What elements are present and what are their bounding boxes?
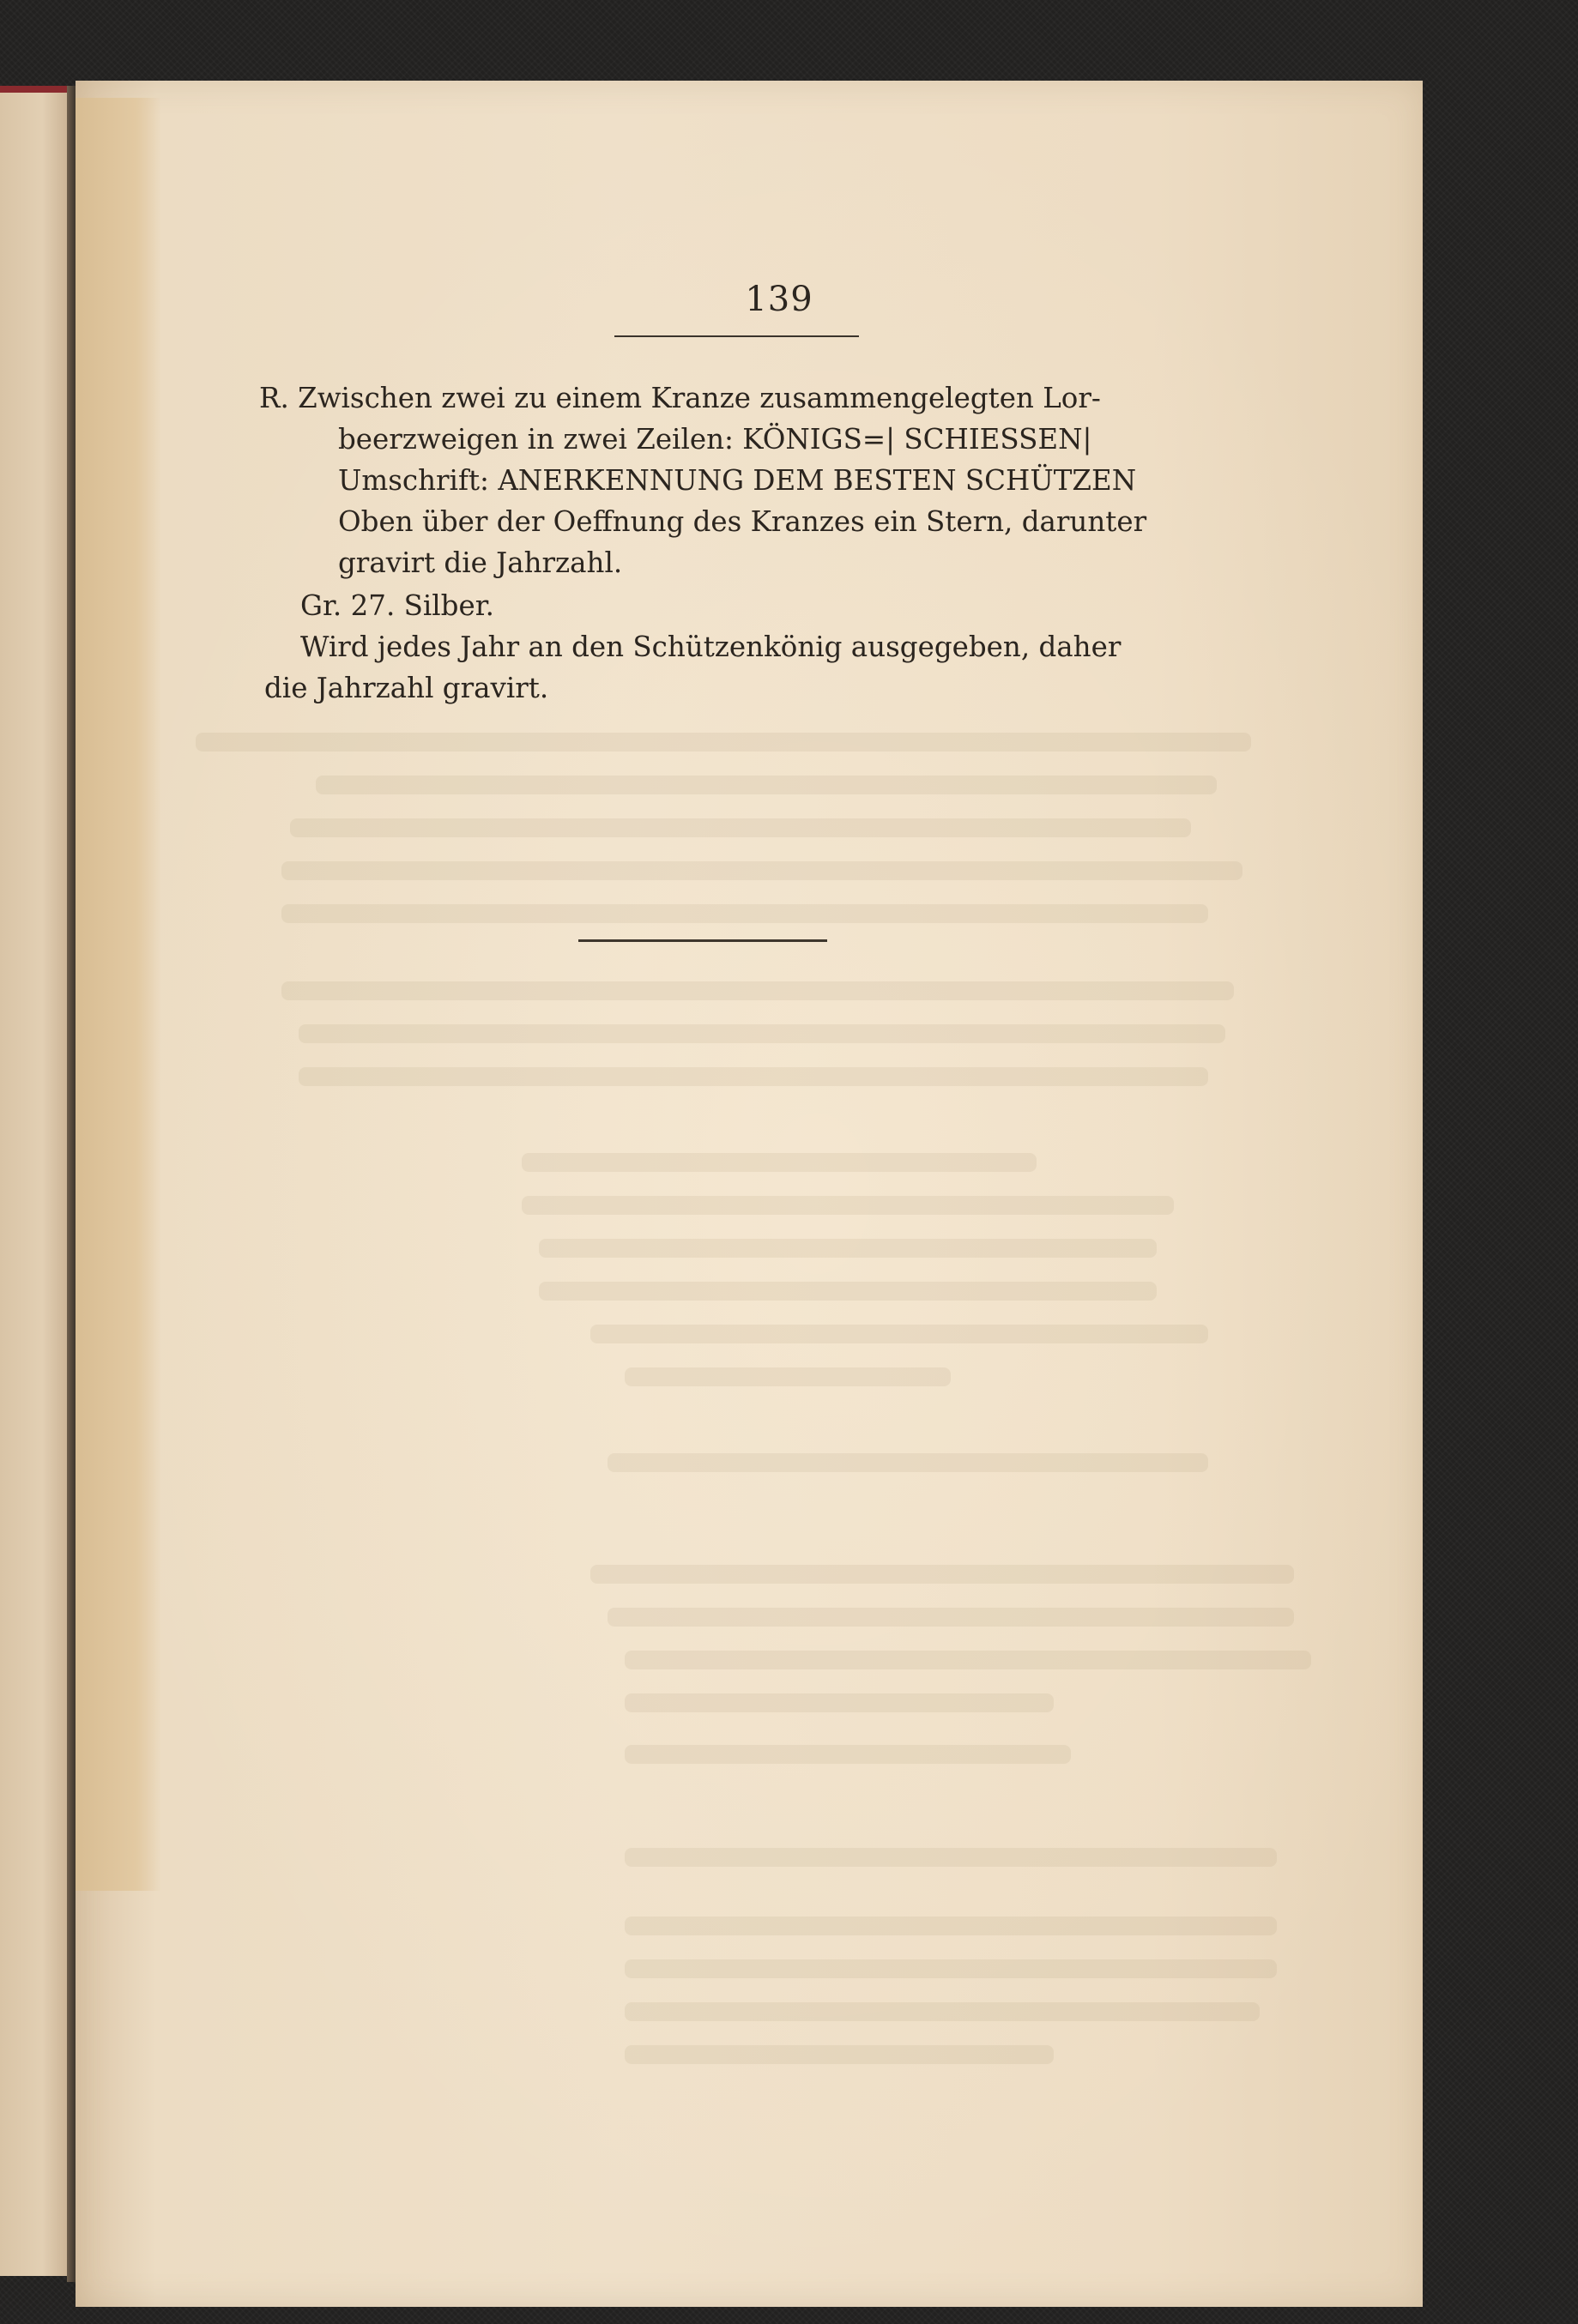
text-line: die Jahrzahl gravirt. <box>264 672 549 704</box>
text-line: Oben über der Oeffnung des Kranzes ein Stern, darunter <box>338 505 1147 538</box>
left-facing-page <box>0 93 70 2276</box>
text-line: Umschrift: ANERKENNUNG DEM BESTEN SCHÜTZEN <box>338 464 1137 497</box>
page <box>76 81 1423 2307</box>
text-line: beerzweigen in zwei Zeilen: KÖNIGS=| SCHIESSEN| <box>338 423 1092 456</box>
section-end-rule <box>578 939 827 942</box>
page-number: 139 <box>745 280 813 319</box>
text-line: Gr. 27. Silber. <box>300 589 494 622</box>
text-line: R. Zwischen zwei zu einem Kranze zusammengelegten Lor- <box>259 382 1101 414</box>
text-line: Wird jedes Jahr an den Schützenkönig ausgegeben, daher <box>300 631 1122 663</box>
header-rule <box>614 335 859 337</box>
aged-paper-strip <box>76 98 161 1891</box>
text-line: gravirt die Jahrzahl. <box>338 546 623 579</box>
